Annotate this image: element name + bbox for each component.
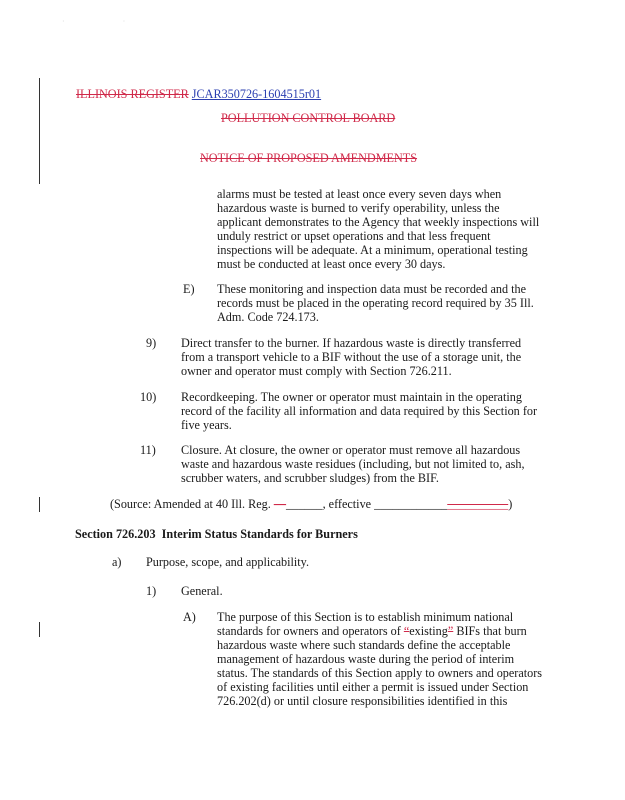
item-a-paragraph <box>217 610 542 708</box>
text-line: must be conducted at least once every 30 days. <box>217 257 446 271</box>
item-label: A) <box>183 610 196 624</box>
section-title: Interim Status Standards for Burners <box>161 527 358 541</box>
notice-heading: NOTICE OF PROPOSED AMENDMENTS <box>200 151 418 165</box>
item-label: a) <box>112 555 122 569</box>
text-line: The purpose of this Section is to establish minimum national <box>217 610 514 624</box>
section-number: Section 726.203 <box>75 527 156 541</box>
text-line: hazardous waste where such standards define the acceptable <box>217 638 511 652</box>
text-line: These monitoring and inspection data must be recorded and the <box>217 282 526 296</box>
text-line: five years. <box>181 418 232 432</box>
text-fragment: standards for owners and operators of <box>217 624 404 638</box>
item-10-text <box>181 390 537 432</box>
text-line: Direct transfer to the burner. If hazardous waste is directly transferred <box>181 336 522 350</box>
source-mid: , effective <box>322 497 375 511</box>
text-line: records must be placed in the operating record required by 35 Ill. <box>217 296 534 310</box>
text-line: from a transport vehicle to a BIF without the use of a storage unit, the <box>181 350 522 364</box>
change-bar <box>39 622 40 637</box>
text-line: alarms must be tested at least once every seven days when <box>217 187 502 201</box>
text-line: scrubber waters, and scrubber sludges) from the BIF. <box>181 471 439 485</box>
text-fragment: BIFs that burn <box>453 624 527 638</box>
section-heading <box>75 527 358 541</box>
item-label: 11) <box>140 443 156 457</box>
text-fragment: existing <box>409 624 448 638</box>
text-line: Closure. At closure, the owner or operator must remove all hazardous <box>181 443 521 457</box>
source-note <box>110 497 512 511</box>
text-line: status. The standards of this Section apply to owners and operators <box>217 666 543 680</box>
board-heading: POLLUTION CONTROL BOARD <box>221 111 396 125</box>
scan-specks: · · <box>62 17 154 26</box>
text-line: 726.202(d) or until closure responsibilities identified in this <box>217 694 508 708</box>
paragraph-continuation <box>217 187 539 271</box>
item-11-text <box>181 443 525 485</box>
text-line-with-edits <box>217 624 542 638</box>
text-line: unduly restrict or upset operations and that less frequent <box>217 229 491 243</box>
item-label: E) <box>183 282 195 296</box>
struck-quote: ” <box>447 624 454 638</box>
source-suffix: ) <box>508 497 513 511</box>
text-line: Recordkeeping. The owner or operator must maintain in the operating <box>181 390 522 404</box>
source-blank: ____________ <box>374 497 448 511</box>
register-id: JCAR350726-1604515r01 <box>191 87 322 101</box>
source-struck: __________ <box>447 497 509 511</box>
text-line: Adm. Code 724.173. <box>217 310 319 324</box>
item-label: 1) <box>146 584 157 598</box>
change-bar <box>39 78 40 184</box>
item-1-text: General. <box>181 584 223 598</box>
text-line: of existing facilities until either a permit is issued under Section <box>217 680 529 694</box>
item-label: 9) <box>146 336 157 350</box>
item-label: 10) <box>140 390 157 404</box>
text-line: record of the facility all information and data required by this Section for <box>181 404 538 418</box>
source-blank: ______ <box>286 497 323 511</box>
struck-quote: “ <box>403 624 410 638</box>
text-line: hazardous waste is burned to verify operability, unless the <box>217 201 500 215</box>
register-header <box>76 87 321 101</box>
text-line: owner and operator must comply with Section 726.211. <box>181 364 452 378</box>
item-a-text: Purpose, scope, and applicability. <box>146 555 310 569</box>
text-line: applicant demonstrates to the Agency that weekly inspections will <box>217 215 540 229</box>
source-struck: — <box>273 497 287 511</box>
source-prefix: (Source: Amended at 40 Ill. Reg. <box>110 497 274 511</box>
change-bar <box>39 497 40 512</box>
text-line: waste and hazardous waste residues (including, but not limited to, ash, <box>181 457 525 471</box>
text-line: management of hazardous waste during the period of interim <box>217 652 515 666</box>
item-e-text <box>217 282 534 324</box>
register-struck: ILLINOIS REGISTER <box>76 87 189 101</box>
item-9-text <box>181 336 521 378</box>
text-line: inspections will be adequate. At a minimum, operational testing <box>217 243 528 257</box>
